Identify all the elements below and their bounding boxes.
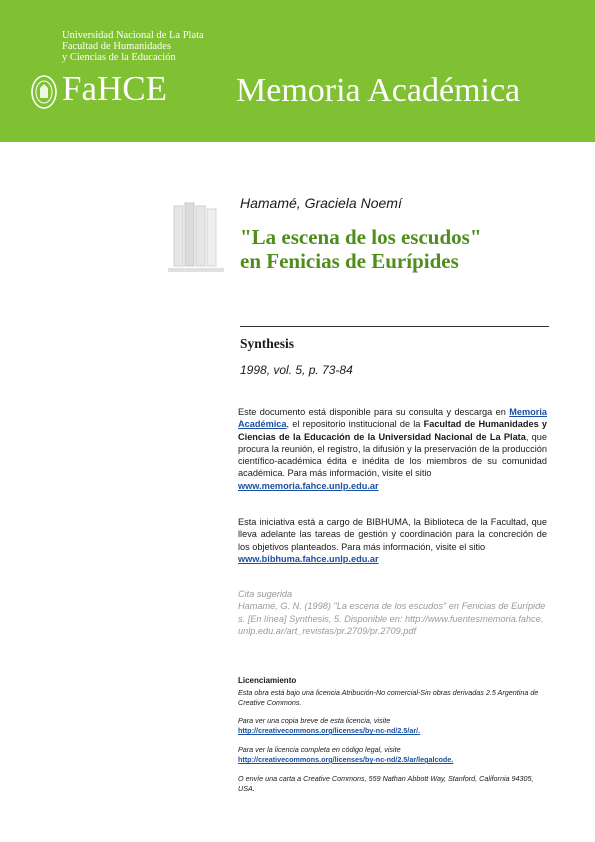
title-line-1: "La escena de los escudos" — [240, 225, 482, 249]
bibhuma-site-link[interactable]: www.bibhuma.fahce.unlp.edu.ar — [238, 553, 379, 564]
suggested-citation — [238, 588, 547, 637]
license-short-text: Para ver una copia breve de esta licencia, visite — [238, 716, 391, 725]
bibhuma-paragraph — [238, 516, 547, 565]
p1-text-a: Este documento está disponible para su consulta y descarga en — [238, 407, 510, 417]
p1-text-b: , el repositorio institucional de la — [286, 419, 424, 430]
fahce-logo-text: FaHCE — [62, 69, 167, 108]
memoria-link[interactable]: Memoria Académica — [238, 407, 547, 430]
p2-text: Esta iniciativa está a cargo de BIBHUMA, la Biblioteca de la Facultad, que lleva adelante las tareas de gestión y coordinación para la concreción de los objetivos planteados. Para más información, visite el sitio — [238, 517, 547, 552]
university-name: Universidad Nacional de La Plata — [62, 30, 204, 41]
university-seal-icon — [30, 74, 58, 110]
license-full-link[interactable]: http://creativecommons.org/licenses/by-nc-nd/2.5/ar/legalcode. — [238, 755, 454, 764]
faculty-line-2: y Ciencias de la Educación — [62, 52, 176, 63]
license-text-1: Esta obra está bajo una licencia Atribución-No comercial-Sin obras derivadas 2.5 Argentina de Creative Commons. — [238, 688, 539, 707]
author-name: Hamamé, Graciela Noemí — [240, 195, 402, 211]
journal-citation: 1998, vol. 5, p. 73-84 — [240, 363, 353, 377]
page-header — [0, 0, 595, 142]
p1-text-c: , que procura la reunión, el registro, la difusión y la preservación de la producción científico-académica édita e inédita de los miembros de su comunidad académica. Para más información, visite el sitio — [238, 431, 547, 479]
document-title — [240, 225, 560, 273]
title-line-2: en Fenicias de Eurípides — [240, 249, 459, 273]
license-full-block — [238, 745, 550, 765]
availability-paragraph — [238, 406, 547, 492]
memoria-academica-logo-icon — [168, 200, 228, 280]
license-full-text: Para ver la licencia completa en código legal, visite — [238, 745, 401, 754]
journal-name: Synthesis — [240, 336, 295, 351]
institution-lines — [62, 30, 204, 63]
repository-name: Memoria Académica — [236, 72, 521, 109]
faculty-line-1: Facultad de Humanidades — [62, 41, 172, 52]
memoria-site-link[interactable]: www.memoria.fahce.unlp.edu.ar — [238, 480, 379, 491]
faculty-bold: Facultad de Humanidades y Ciencias de la Educación de la Universidad Nacional de La Plata — [238, 419, 547, 442]
cita-label: Cita sugerida — [238, 589, 293, 599]
divider — [240, 326, 549, 327]
license-short-link[interactable]: http://creativecommons.org/licenses/by-nc-nd/2.5/ar/. — [238, 726, 421, 735]
license-short-block — [238, 716, 550, 736]
cita-text: Hamamé, G. N. (1998) "La escena de los escudos" en Fenicias de Eurípides. [En línea] Synthesis, 5. Disponible en: http://www.fuentesmemoria.fahce.unlp.edu.ar/art_revistas/pr.2709/pr.2709.pdf — [238, 601, 546, 636]
license-heading: Licenciamiento — [238, 676, 297, 685]
license-mail-text: O envíe una carta a Creative Commons, 559 Nathan Abbott Way, Stanford, California 94305, USA. — [238, 774, 534, 793]
